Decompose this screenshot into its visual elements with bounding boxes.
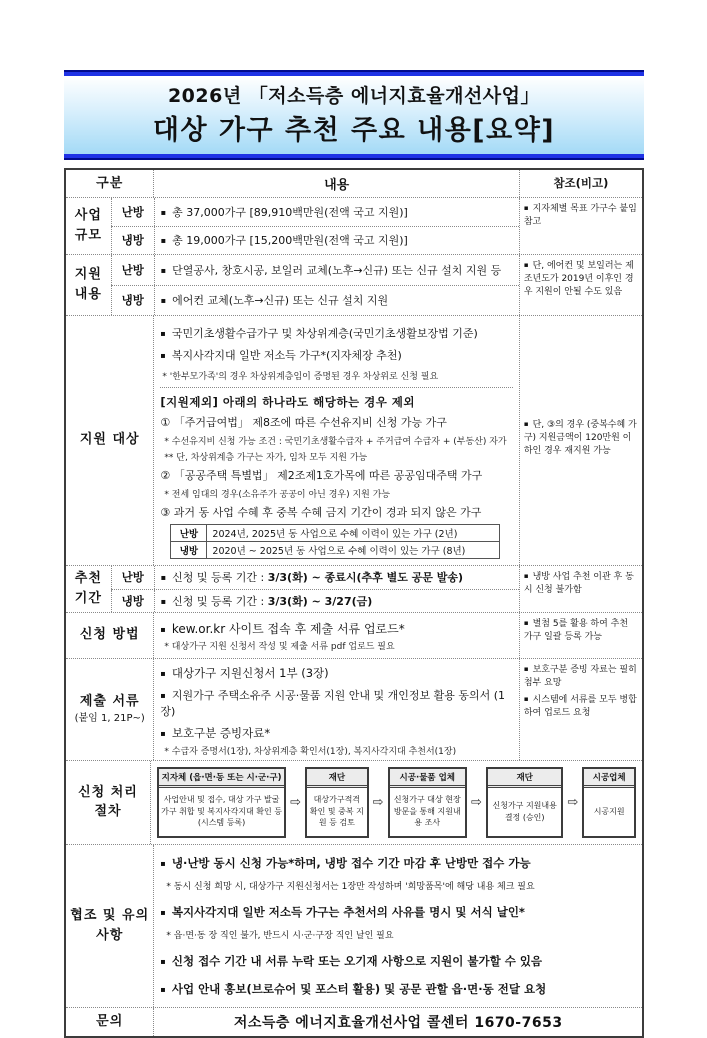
exclusion-item-2: ② 「공공주택 특별법」 제2조제1호가목에 따른 공공임대주택 가구 [160, 468, 483, 482]
support-heating-row [111, 255, 519, 285]
apply-method-label: 신청 방법 [79, 627, 140, 643]
process-step-2-body: 대상가구적격 확인 및 중복 지원 등 검토 [309, 795, 364, 828]
period-heating-prefix: 신청 및 등록 기간 : [172, 571, 268, 585]
process-step-5-title: 시공업체 [584, 769, 634, 788]
process-step-2 [305, 767, 369, 838]
exclusion-title: [지원제외] 아래의 하나라도 해당하는 경우 제외 [160, 394, 416, 409]
exclusion-item-3: ③ 과거 동 사업 수혜 후 중복 수혜 금지 기간이 경과 되지 않은 가구 [160, 505, 482, 519]
process-step-5 [582, 767, 636, 838]
process-step-2-title: 재단 [307, 769, 367, 788]
support-cooling-row [111, 285, 519, 315]
flow-arrow-icon: ⇨ [471, 794, 482, 810]
title-banner-inner [64, 72, 644, 158]
process-step-3-title: 시공·물품 업체 [390, 769, 465, 788]
header-category: 구분 [96, 175, 124, 191]
method-footnote: * 대상가구 지원 신청서 작성 및 제출 서류 pdf 업로드 필요 [164, 642, 395, 653]
row-recommend-period [66, 565, 642, 612]
flow-arrow-icon: ⇨ [567, 794, 579, 810]
method-bullet: ▪ kew.or.kr 사이트 접속 후 제출 서류 업로드* [160, 622, 404, 636]
documents-note-2: ▪ 시스템에 서류를 모두 병합하여 업로드 요청 [524, 694, 638, 720]
scale-heating-value: ▪ 총 37,000가구 [89,910백만원(전액 국고 지원)] [161, 204, 408, 220]
process-step-3 [388, 767, 467, 838]
row-inquiry [66, 1007, 642, 1036]
process-step-1-body: 사업안내 및 접수, 대상 가구 발굴 가구 취합 및 복지사각지대 확인 등 (시스템 등록) [161, 795, 283, 828]
documents-bullet-3: ▪ 보호구분 증빙자료* [160, 726, 270, 740]
row-support-target [66, 315, 642, 565]
exclusion-item-1: ① 「주거급여법」 제8조에 따른 수선유지비 신청 가능 가구 [160, 415, 447, 429]
support-target-content [153, 316, 518, 565]
target-reference [519, 316, 642, 565]
benefit-history-table [170, 524, 500, 559]
process-step-4-body: 신청가구 지원내용 결정 (승인) [492, 801, 557, 822]
process-step-5-body: 시공지원 [593, 806, 625, 816]
scale-heating-label: 난방 [111, 198, 154, 226]
support-reference [519, 255, 642, 315]
support-heating-value: ▪ 단열공사, 창호시공, 보일러 교체(노후→신규) 또는 신규 설치 지원 등 [161, 262, 501, 278]
support-cooling-value: ▪ 에어컨 교체(노후→신규) 또는 신규 설치 지원 [161, 292, 388, 308]
scale-cooling-row [111, 226, 519, 254]
scale-heating-row [111, 198, 519, 226]
period-cooling-label: 냉방 [111, 590, 154, 612]
documents-reference [519, 659, 642, 760]
recommend-period-group [111, 566, 519, 612]
documents-label-cell [66, 659, 153, 760]
period-heating-range: 3/3(화) ~ 종료시(추후 별도 공문 발송) [267, 571, 464, 585]
process-step-4-title: 재단 [488, 769, 562, 788]
cooperation-label: 협조 및 유의사항 [70, 908, 150, 943]
scale-reference [519, 198, 642, 254]
process-label: 신청 처리 절차 [78, 784, 138, 820]
exclusion-item-1-note-2: ** 단, 차상위계층 가구는 자가, 임차 모두 지원 가능 [164, 452, 368, 463]
scale-note: ▪ 지자체별 목표 가구수 붙임 참고 [524, 203, 638, 229]
cooperation-bullet-2: ▪ 복지사각지대 일반 저소득 가구는 추천서의 사유를 명시 및 서식 날인* [160, 905, 525, 919]
row-cooperation [66, 844, 642, 1007]
target-bullet-2: ▪ 복지사각지대 일반 저소득 가구*(지자체장 추천) [160, 349, 401, 362]
target-bullet-1: ▪ 국민기초생활수급가구 및 차상위계층(국민기초생활보장법 기준) [160, 327, 477, 340]
inquiry-content: 저소득층 에너지효율개선사업 콜센터 1670-7653 [153, 1008, 642, 1036]
history-heating-value: 2024년, 2025년 동 사업으로 수혜 이력이 있는 가구 (2년) [207, 524, 500, 541]
period-cooling-row [111, 589, 519, 612]
method-note: ▪ 별첨 5를 활용 하여 추천 가구 일괄 등록 가능 [524, 618, 638, 644]
documents-content [153, 659, 518, 760]
period-heating-label: 난방 [111, 566, 154, 589]
cooperation-footnote-1: * 동시 신청 희망 시, 대상가구 지원신청서는 1장만 작성하며 '희망품목'에 해당 내용 체크 필요 [166, 881, 535, 892]
process-content [150, 761, 642, 844]
flow-arrow-icon: ⇨ [372, 794, 384, 810]
row-support-content [66, 254, 642, 315]
support-target-label: 지원 대상 [79, 432, 140, 448]
target-note: ▪ 단, ③의 경우 (중복수혜 가구) 지원금액이 120만원 이하인 경우 재지원 가능 [524, 419, 638, 458]
row-business-scale [66, 197, 642, 254]
period-cooling-prefix: 신청 및 등록 기간 : [172, 594, 268, 608]
inquiry-label: 문의 [96, 1013, 124, 1029]
exclusion-block [160, 387, 512, 559]
summary-table [64, 168, 644, 1038]
period-cooling-range: 3/3(화) ~ 3/27(금) [267, 594, 373, 608]
history-heating-row [171, 524, 500, 541]
process-step-1 [157, 767, 286, 838]
history-cooling-row [171, 541, 500, 558]
process-step-4 [486, 767, 564, 838]
documents-note-1: ▪ 보호구분 증빙 자료는 필히 첨부 요망 [524, 664, 638, 690]
table-header-row [66, 170, 642, 197]
process-step-1-title: 지자체 (읍·면·동 또는 시·군·구) [159, 769, 284, 788]
support-note: ▪ 단, 에어컨 및 보일러는 제조년도가 2019년 이후인 경우 지원이 안될 수도 있음 [524, 260, 638, 299]
documents-bullet-1: ▪ 대상가구 지원신청서 1부 (3장) [160, 666, 328, 680]
support-cooling-label: 냉방 [111, 286, 154, 315]
scale-cooling-value: ▪ 총 19,000가구 [15,200백만원(전액 국고 지원)] [161, 232, 408, 248]
apply-method-content [153, 613, 518, 658]
title-banner [64, 70, 644, 160]
row-process [66, 760, 642, 844]
method-reference [519, 613, 642, 658]
support-content-group [111, 255, 519, 315]
header-content: 내용 [153, 170, 518, 197]
target-footnote-1: * '한부모가족'의 경우 차상위계층임이 증명된 경우 차상위로 신청 필요 [162, 371, 439, 382]
business-scale-label: 사업 규모 [74, 208, 102, 243]
documents-footnote: * 수급자 증명서(1장), 차상위계층 확인서(1장), 복지사각지대 추천서(1장) [164, 746, 457, 757]
exclusion-item-2-note: * 전세 임대의 경우(소유주가 공공이 아닌 경우) 지원 가능 [164, 489, 391, 500]
row-documents [66, 658, 642, 760]
row-apply-method [66, 612, 642, 658]
history-heating-label: 난방 [171, 524, 207, 541]
documents-label: 제출 서류 [79, 693, 140, 709]
business-scale-group [111, 198, 519, 254]
support-content-label: 지원 내용 [74, 267, 102, 302]
history-cooling-value: 2020년 ~ 2025년 동 사업으로 수혜 이력이 있는 가구 (8년) [207, 541, 500, 558]
title-banner-fill [64, 76, 644, 154]
title-line-1: 2026년 「저소득층 에너지효율개선사업」 [167, 85, 541, 107]
period-heating-row [111, 566, 519, 589]
documents-bullet-2: ▪ 지원가구 주택소유주 시공·물품 지원 안내 및 개인정보 활용 동의서 (1장) [160, 689, 505, 718]
period-note: ▪ 냉방 사업 추천 이관 후 동시 신청 불가함 [524, 571, 638, 597]
cooperation-bullet-3: ▪ 신청 접수 기간 내 서류 누락 또는 오기재 사항으로 지원이 불가할 수 있음 [160, 954, 542, 968]
documents-label-sub: (붙임 1, 21P~) [74, 713, 145, 725]
support-heating-label: 난방 [111, 255, 154, 285]
cooperation-bullet-1: ▪ 냉·난방 동시 신청 가능*하며, 냉방 접수 기간 마감 후 난방만 접수 가능 [160, 856, 530, 870]
history-cooling-label: 냉방 [171, 541, 207, 558]
cooperation-content [153, 845, 642, 1007]
scale-cooling-label: 냉방 [111, 227, 154, 254]
flow-arrow-icon: ⇨ [290, 794, 302, 810]
process-step-3-body: 신청가구 대상 현장방문을 통해 지원내용 조사 [393, 795, 461, 828]
cooperation-bullet-4: ▪ 사업 안내 홍보(브로슈어 및 포스터 활용) 및 공문 관할 읍·면·동 전달 요청 [160, 982, 546, 996]
document-content [64, 70, 644, 1038]
process-flow [157, 765, 636, 840]
period-reference [519, 566, 642, 612]
header-reference: 참조(비고) [519, 170, 642, 197]
recommend-period-label: 추천 기간 [74, 571, 102, 606]
cooperation-footnote-2: * 읍·면·동 장 직인 불가, 반드시 시·군·구장 직인 날인 필요 [166, 930, 394, 941]
title-line-2: 대상 가구 추천 주요 내용[요약] [152, 115, 556, 146]
exclusion-item-1-note-1: * 수선유지비 신청 가능 조건 : 국민기초생활수급자 + 주거급여 수급자 + (부동산) 자가 [164, 436, 507, 447]
